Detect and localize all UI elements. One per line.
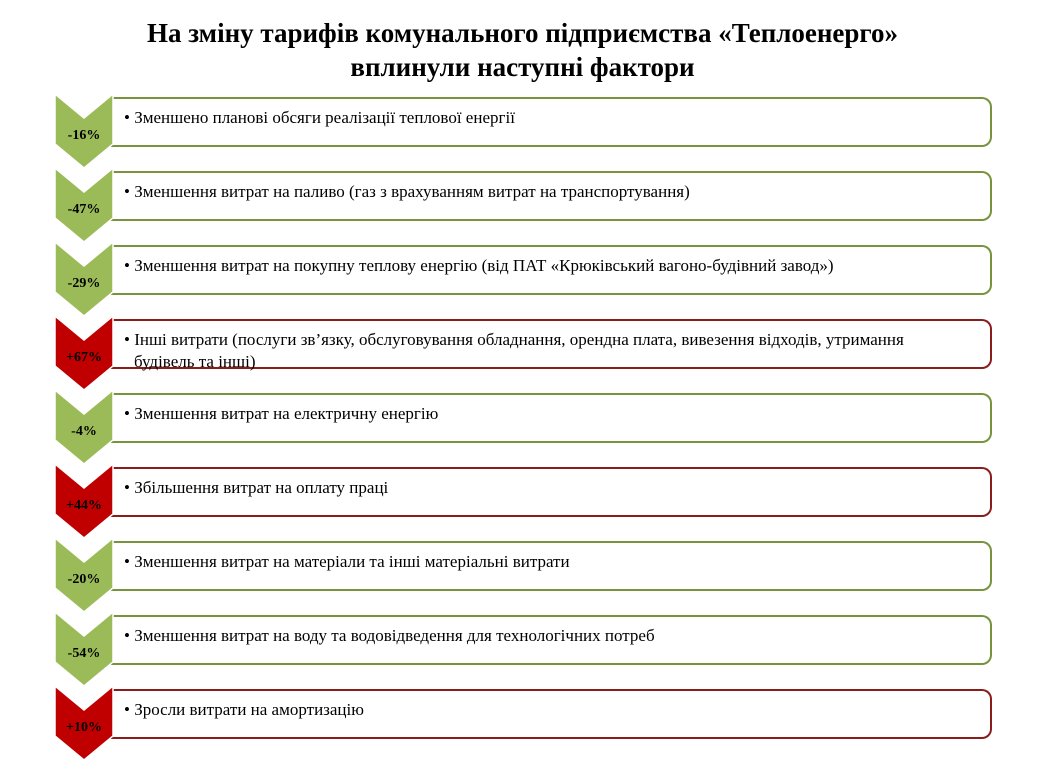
factor-percent: -47% bbox=[67, 202, 101, 217]
bullet-icon: • bbox=[124, 330, 135, 349]
increase-chevron bbox=[55, 464, 113, 538]
factor-row bbox=[0, 538, 1045, 614]
bullet-icon: • bbox=[124, 626, 135, 645]
factor-text bbox=[124, 403, 960, 425]
factor-percent: +10% bbox=[66, 720, 102, 735]
factor-row bbox=[0, 686, 1045, 762]
bullet-icon: • bbox=[124, 478, 135, 497]
factor-box bbox=[108, 467, 992, 517]
factor-percent: -4% bbox=[71, 424, 97, 439]
factor-label: Збільшення витрат на оплату праці bbox=[134, 478, 389, 497]
bullet-icon: • bbox=[124, 108, 135, 127]
factor-label: Зросли витрати на амортизацію bbox=[134, 700, 364, 719]
bullet-icon: • bbox=[124, 700, 135, 719]
factor-label: Зменшення витрат на електричну енергію bbox=[134, 404, 439, 423]
bullet-icon: • bbox=[124, 256, 135, 275]
factor-box bbox=[108, 689, 992, 739]
increase-chevron bbox=[55, 686, 113, 760]
decrease-chevron bbox=[55, 242, 113, 316]
factor-text bbox=[124, 107, 960, 129]
page-title-line-1: На зміну тарифів комунального підприємства «Теплоенерго» bbox=[146, 18, 899, 48]
factor-box bbox=[108, 615, 992, 665]
factor-box bbox=[108, 245, 992, 295]
bullet-icon: • bbox=[124, 404, 135, 423]
factor-box bbox=[108, 97, 992, 147]
factor-label: Зменшення витрат на матеріали та інші матеріальні витрати bbox=[134, 552, 570, 571]
factor-text bbox=[124, 255, 960, 277]
factor-label: Зменшення витрат на воду та водовідведення для технологічних потреб bbox=[134, 626, 655, 645]
decrease-chevron bbox=[55, 94, 113, 168]
factor-text bbox=[124, 181, 960, 203]
factor-percent: +67% bbox=[66, 350, 102, 365]
page-title-line-2: вплинули наступні фактори bbox=[350, 52, 695, 82]
factor-box bbox=[108, 319, 992, 369]
factor-percent: -54% bbox=[67, 646, 101, 661]
decrease-chevron bbox=[55, 390, 113, 464]
factor-label: Зменшено планові обсяги реалізації теплової енергії bbox=[134, 108, 515, 127]
bullet-icon: • bbox=[124, 552, 135, 571]
factor-box bbox=[108, 393, 992, 443]
factor-text bbox=[124, 551, 960, 573]
factor-text bbox=[124, 699, 960, 721]
factor-row bbox=[0, 316, 1045, 392]
factor-label: Зменшення витрат на покупну теплову енергію (від ПАТ «Крюківський вагоно-будівний завод») bbox=[134, 256, 834, 275]
factor-text bbox=[124, 329, 960, 373]
factor-percent: -29% bbox=[67, 276, 101, 291]
factor-row bbox=[0, 94, 1045, 170]
factor-percent: +44% bbox=[66, 498, 102, 513]
factor-label: Інші витрати (послуги зв’язку, обслуговування обладнання, орендна плата, вивезення відходів, утримання будівель та інші) bbox=[134, 330, 904, 371]
decrease-chevron bbox=[55, 612, 113, 686]
factor-row bbox=[0, 390, 1045, 466]
decrease-chevron bbox=[55, 538, 113, 612]
increase-chevron bbox=[55, 316, 113, 390]
factor-row bbox=[0, 242, 1045, 318]
bullet-icon: • bbox=[124, 182, 135, 201]
factor-percent: -20% bbox=[67, 572, 101, 587]
factor-row bbox=[0, 168, 1045, 244]
decrease-chevron bbox=[55, 168, 113, 242]
factor-text bbox=[124, 477, 960, 499]
factor-row bbox=[0, 464, 1045, 540]
factor-text bbox=[124, 625, 960, 647]
factor-box bbox=[108, 171, 992, 221]
factor-percent: -16% bbox=[67, 128, 101, 143]
page-title bbox=[0, 16, 1045, 84]
factor-row bbox=[0, 612, 1045, 688]
factor-label: Зменшення витрат на паливо (газ з врахуванням витрат на транспортування) bbox=[134, 182, 690, 201]
factor-box bbox=[108, 541, 992, 591]
